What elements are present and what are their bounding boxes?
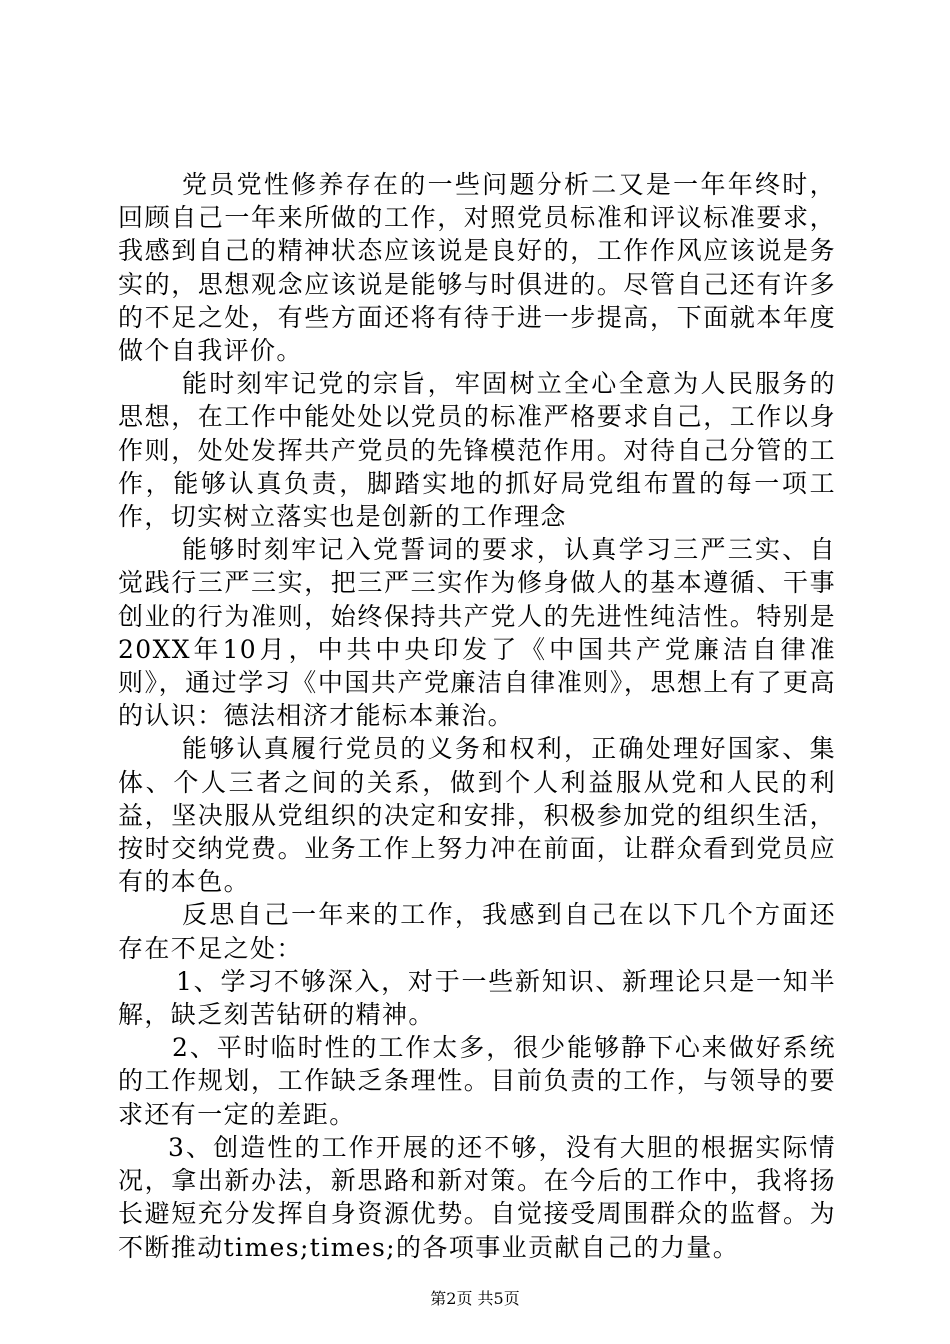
list-item-shortcoming-2: 2、平时临时性的工作太多，很少能够静下心来做好系统的工作规划，工作缺乏条理性。目前负责的工作，与领导的要求还有一定的差距。 xyxy=(118,1033,836,1129)
list-item-shortcoming-1: 1、学习不够深入，对于一些新知识、新理论只是一知半解，缺乏刻苦钻研的精神。 xyxy=(118,966,836,1030)
paragraph-intro: 党员党性修养存在的一些问题分析二又是一年年终时，回顾自己一年来所做的工作，对照党员标准和评议标准要求，我感到自己的精神状态应该说是良好的，工作作风应该说是务实的，思想观念应该说是能够与时俱进的。尽管自己还有许多的不足之处，有些方面还将有待于进一步提高，下面就本年度做个自我评价。 xyxy=(118,170,836,366)
page-number: 第2页 共5页 xyxy=(430,1289,520,1308)
paragraph-duties: 能够认真履行党员的义务和权利，正确处理好国家、集体、个人三者之间的关系，做到个人利益服从党和人民的利益，坚决服从党组织的决定和安排，积极参加党的组织生活，按时交纳党费。业务工作上努力冲在前面，让群众看到党员应有的本色。 xyxy=(118,734,836,897)
paragraph-oath: 能够时刻牢记入党誓词的要求，认真学习三严三实、自觉践行三严三实，把三严三实作为修身做人的基本遵循、干事创业的行为准则，始终保持共产党人的先进性纯洁性。特别是20XX年10月，中共中央印发了《中国共产党廉洁自律准则》，通过学习《中国共产党廉洁自律准则》，思想上有了更高的认识：德法相济才能标本兼治。 xyxy=(118,535,836,731)
document-body xyxy=(118,168,836,1264)
paragraph-purpose: 能时刻牢记党的宗旨，牢固树立全心全意为人民服务的思想，在工作中能处处以党员的标准严格要求自己，工作以身作则，处处发挥共产党员的先锋模范作用。对待自己分管的工作，能够认真负责，脚踏实地的抓好局党组布置的每一项工作，切实树立落实也是创新的工作理念 xyxy=(118,369,836,532)
paragraph-reflection: 反思自己一年来的工作，我感到自己在以下几个方面还存在不足之处： xyxy=(118,900,836,963)
list-item-shortcoming-3: 3、创造性的工作开展的还不够，没有大胆的根据实际情况，拿出新办法，新思路和新对策。在今后的工作中，我将扬长避短充分发挥自身资源优势。自觉接受周围群众的监督。为不断推动times;times;的各项事业贡献自己的力量。 xyxy=(118,1132,836,1262)
